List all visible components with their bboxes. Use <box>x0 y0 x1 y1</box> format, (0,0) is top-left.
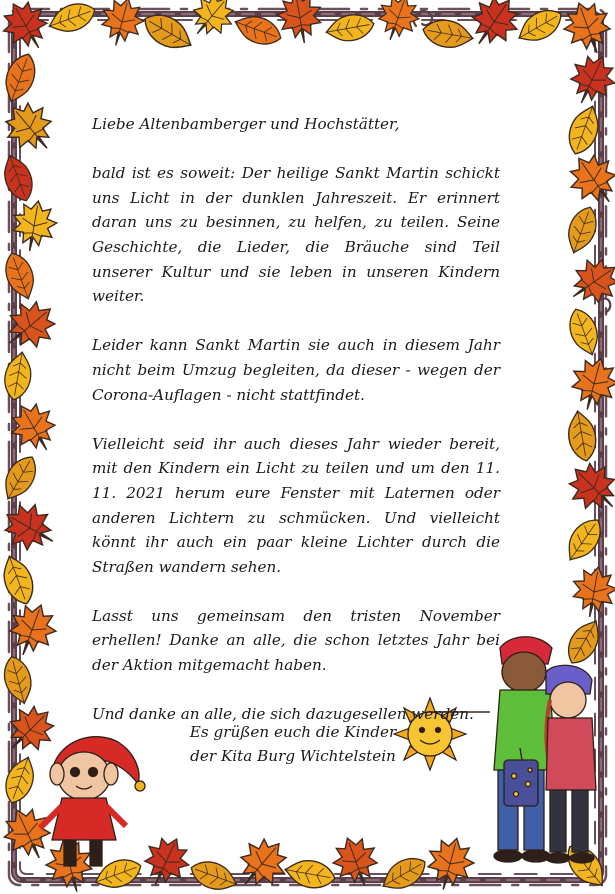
leaves-right <box>559 48 615 669</box>
signature-line: der Kita Burg Wichtelstein <box>190 747 396 765</box>
letter-paragraph: Und danke an alle, die sich dazugesellen werden. <box>92 705 474 724</box>
letter-body <box>92 112 500 751</box>
lantern-children <box>494 637 596 863</box>
letter-paragraph: bald ist es soweit: Der heilige Sankt Martin schickt uns Licht in der dunklen Jahreszeit. Er erinnert daran uns zu besinnen, zu helfen, zu teilen. Seine Geschichte, die Lieder, die Bräuche sind Teil unserer Kultur und sie leben in unseren Kindern weiter. <box>92 164 500 306</box>
letter-paragraph: Vielleicht seid ihr auch dieses Jahr wieder bereit, mit den Kindern ein Licht zu teilen und um den 11. 11. 2021 herum eure Fenster mit Laternen oder anderen Lichtern zu schmücken. Und vielleicht könnt ihr auch ein paar kleine Lichter durch die Straßen wandern sehen. <box>92 434 500 576</box>
letter-paragraph: Lasst uns gemeinsam den tristen November erhellen! Danke an alle, die schon letztes Jahr bei der Aktion mitgemacht haben. <box>92 606 500 675</box>
signature-line: Es grüßen euch die Kinder <box>189 723 397 741</box>
letter-greeting: Liebe Altenbamberger und Hochstätter, <box>92 115 400 133</box>
signature <box>188 720 398 768</box>
elf-figure <box>40 737 145 866</box>
letter-paragraph: Leider kann Sankt Martin sie auch in diesem Jahr nicht beim Umzug begleiten, da dieser - wegen der Corona-Auflagen - nicht stattfindet. <box>92 336 500 404</box>
